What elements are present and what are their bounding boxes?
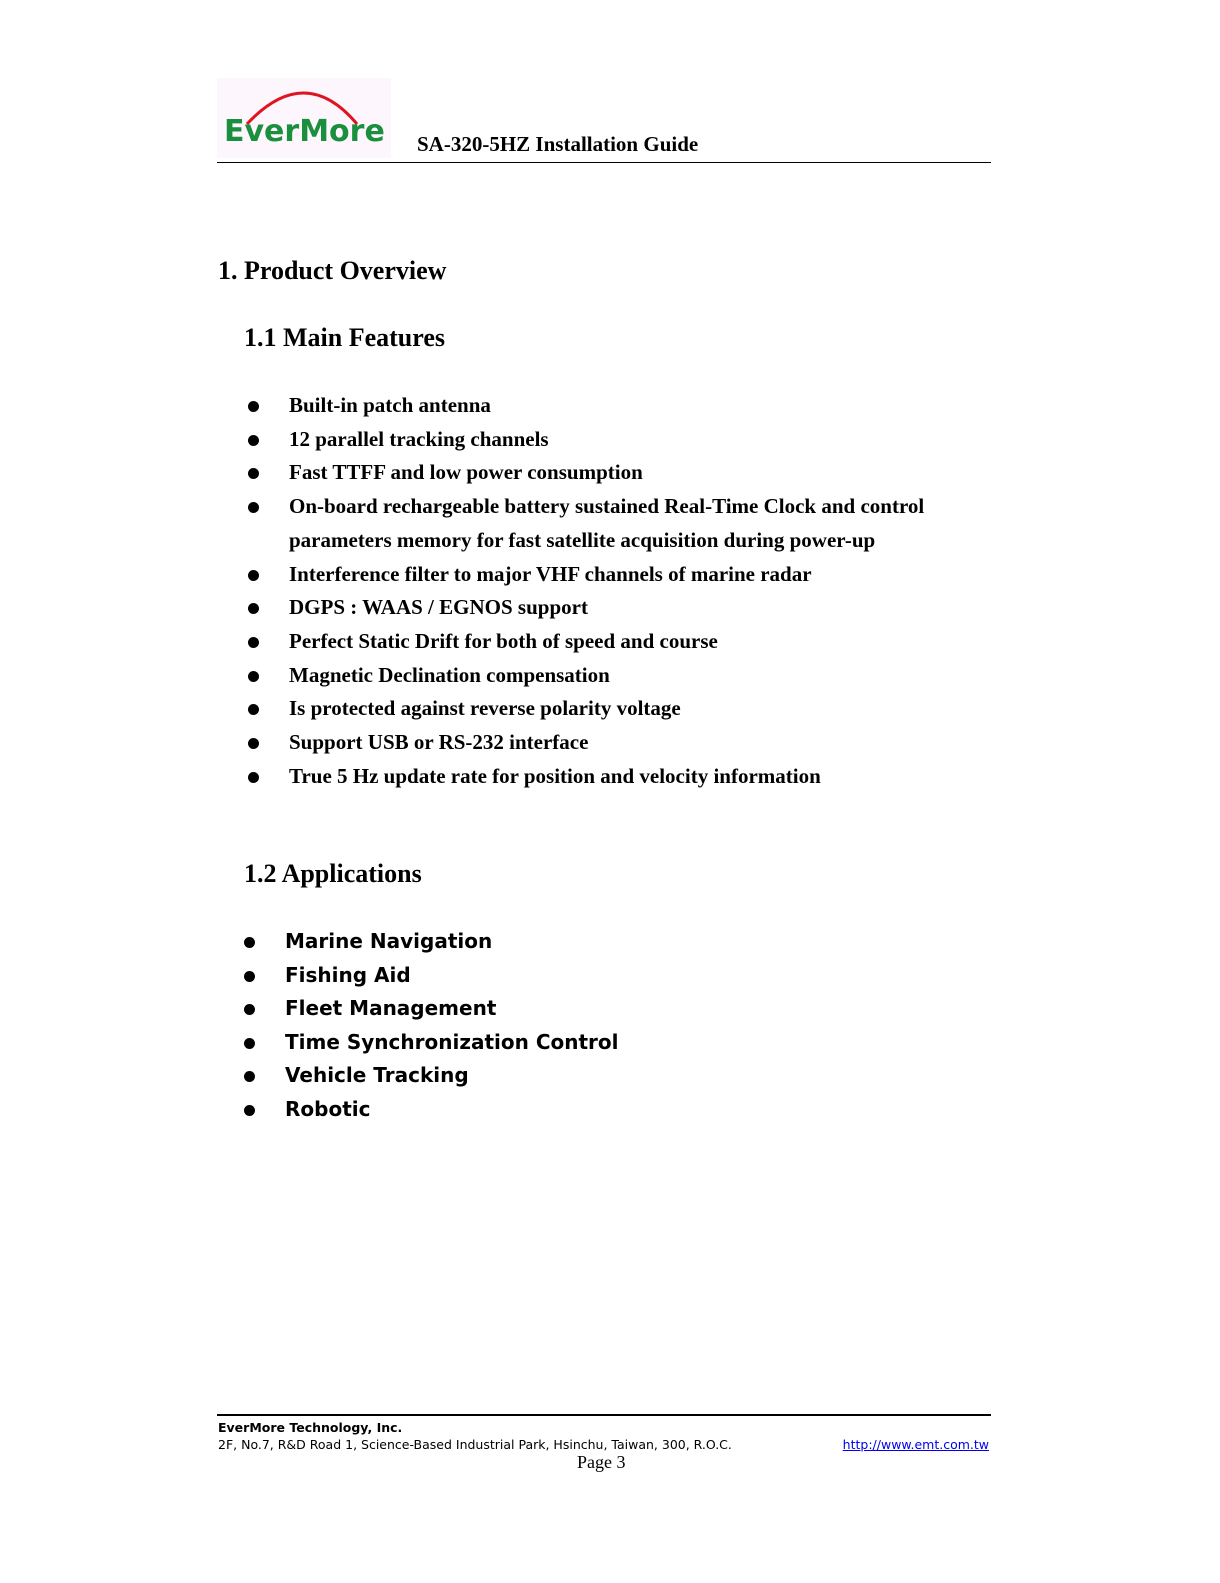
document-title: SA-320-5HZ Installation Guide bbox=[417, 132, 699, 156]
applications-list bbox=[240, 925, 980, 1126]
bullet-icon bbox=[248, 435, 259, 446]
list-item: DGPS : WAAS / EGNOS support bbox=[244, 591, 984, 625]
subsection-title-applications: 1.2 Applications bbox=[244, 859, 422, 888]
bullet-icon bbox=[248, 772, 259, 783]
list-item: Perfect Static Drift for both of speed and course bbox=[244, 625, 984, 659]
page-footer bbox=[217, 1414, 991, 1472]
subsection-title-main-features: 1.1 Main Features bbox=[244, 323, 445, 352]
bullet-icon bbox=[248, 637, 259, 648]
bullet-icon bbox=[248, 570, 259, 581]
section-title-product-overview: 1. Product Overview bbox=[218, 256, 447, 285]
bullet-icon bbox=[244, 1004, 255, 1015]
list-item: True 5 Hz update rate for position and velocity information bbox=[244, 760, 984, 794]
bullet-icon bbox=[244, 1105, 255, 1116]
bullet-icon bbox=[248, 502, 259, 513]
list-item: Fast TTFF and low power consumption bbox=[244, 456, 984, 490]
bullet-icon bbox=[248, 603, 259, 614]
page-number: Page 3 bbox=[577, 1452, 626, 1472]
website-link[interactable]: http://www.emt.com.tw bbox=[842, 1437, 989, 1452]
bullet-icon bbox=[248, 401, 259, 412]
company-name: EverMore Technology, Inc. bbox=[218, 1420, 403, 1435]
company-address: 2F, No.7, R&D Road 1, Science-Based Industrial Park, Hsinchu, Taiwan, 300, R.O.C. bbox=[218, 1437, 732, 1452]
list-item: 12 parallel tracking channels bbox=[244, 423, 984, 457]
list-item: On-board rechargeable battery sustained Real-Time Clock and control parameters memory for fast satellite acquisition during power-up bbox=[244, 490, 984, 557]
list-item: Interference filter to major VHF channels of marine radar bbox=[244, 558, 984, 592]
evermore-logo bbox=[217, 78, 391, 158]
list-item: Fishing Aid bbox=[240, 959, 980, 993]
list-item: Marine Navigation bbox=[240, 925, 980, 959]
list-item: Vehicle Tracking bbox=[240, 1059, 980, 1093]
list-item: Support USB or RS-232 interface bbox=[244, 726, 984, 760]
logo-text: EverMore bbox=[224, 114, 385, 149]
page-header bbox=[217, 78, 991, 163]
list-item: Is protected against reverse polarity voltage bbox=[244, 692, 984, 726]
list-item: Robotic bbox=[240, 1093, 980, 1127]
bullet-icon bbox=[244, 1071, 255, 1082]
features-list bbox=[244, 389, 984, 793]
bullet-icon bbox=[248, 671, 259, 682]
list-item: Magnetic Declination compensation bbox=[244, 659, 984, 693]
bullet-icon bbox=[248, 704, 259, 715]
list-item: Time Synchronization Control bbox=[240, 1026, 980, 1060]
bullet-icon bbox=[248, 738, 259, 749]
bullet-icon bbox=[244, 971, 255, 982]
list-item: Built-in patch antenna bbox=[244, 389, 984, 423]
list-item: Fleet Management bbox=[240, 992, 980, 1026]
bullet-icon bbox=[244, 1038, 255, 1049]
bullet-icon bbox=[248, 468, 259, 479]
bullet-icon bbox=[244, 937, 255, 948]
